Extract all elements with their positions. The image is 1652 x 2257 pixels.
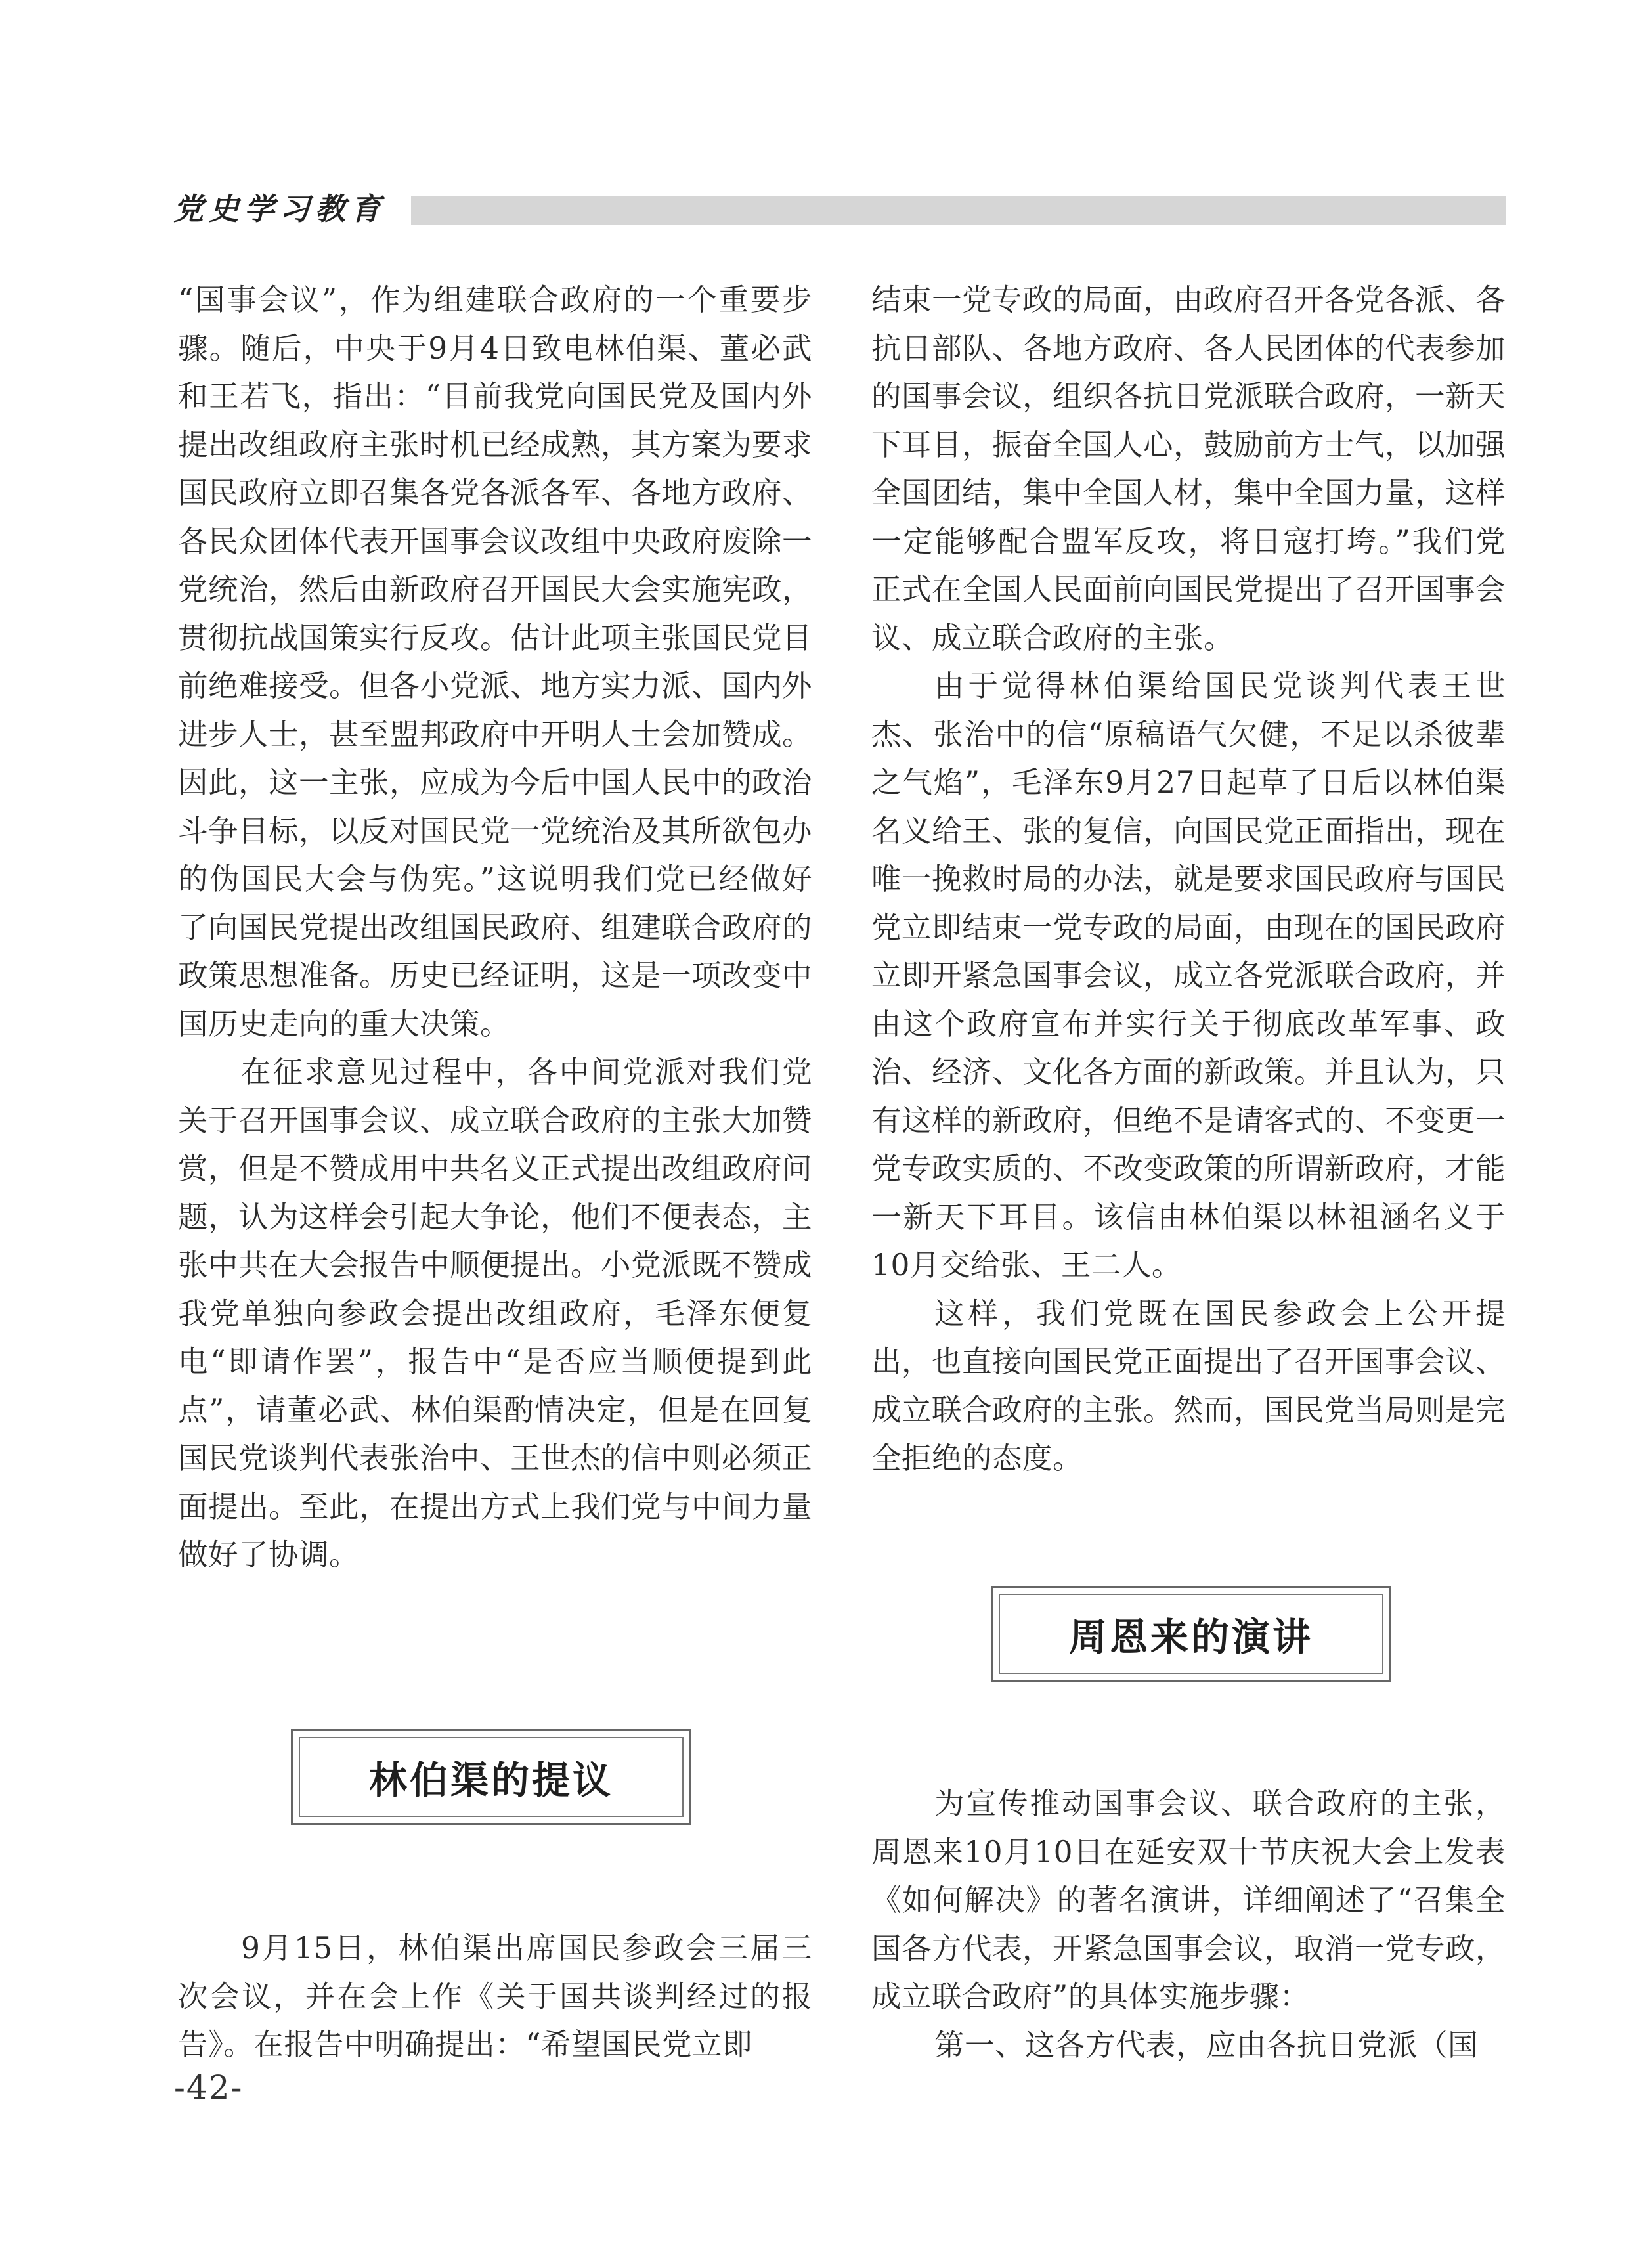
section-heading-box-left [291, 1729, 691, 1825]
right-paragraph-4: 为宣传推动国事会议、联合政府的主张，周恩来10月10日在延安双十节庆祝大会上发表《如何解决》的著名演讲，详细阐述了“召集全国各方代表，开紧急国事会议，取消一党专政，成立联合政府”的具体实施步骤： [871, 1786, 1506, 2014]
left-column-bottom [178, 1924, 812, 2069]
header-bar [411, 196, 1506, 225]
right-paragraph-5: 第一、这各方代表，应由各抗日党派（国 [934, 2027, 1479, 2063]
section-heading-box-right [991, 1586, 1391, 1682]
right-column-top [871, 276, 1506, 1483]
right-paragraph-3: 这样，我们党既在国民参政会上公开提出，也直接向国民党正面提出了召开国事会议、成立联合政府的主张。然而，国民党当局则是完全拒绝的态度。 [871, 1296, 1506, 1476]
running-header [173, 189, 1506, 230]
left-paragraph-2: 在征求意见过程中，各中间党派对我们党关于召开国事会议、成立联合政府的主张大加赞赏，但是不赞成用中共名义正式提出改组政府问题，认为这样会引起大争论，他们不便表态，主张中共在大会报告中顺便提出。小党派既不赞成我党单独向参政会提出改组政府，毛泽东便复电“即请作罢”，报告中“是否应当顺便提到此点”，请董必武、林伯渠酌情决定，但是在回复国民党谈判代表张治中、王世杰的信中则必须正面提出。至此，在提出方式上我们党与中间力量做好了协调。 [178, 1055, 813, 1572]
section-heading: 林伯渠的提议 [368, 1758, 613, 1803]
left-column-top [178, 276, 812, 1579]
section-title: 党史学习教育 [173, 191, 386, 227]
right-column-bottom [871, 1780, 1506, 2069]
right-paragraph-1: 结束一党专政的局面，由政府召开各党各派、各抗日部队、各地方政府、各人民团体的代表参加的国事会议，组织各抗日党派联合政府，一新天下耳目，振奋全国人心，鼓励前方士气，以加强全国团结，集中全国人材，集中全国力量，这样一定能够配合盟军反攻，将日寇打垮。”我们党正式在全国人民面前向国民党提出了召开国事会议、成立联合政府的主张。 [871, 282, 1506, 655]
left-paragraph-1: “国事会议”，作为组建联合政府的一个重要步骤。随后，中央于9月4日致电林伯渠、董必武和王若飞，指出：“目前我党向国民党及国内外提出改组政府主张时机已经成熟，其方案为要求国民政府立即召集各党各派各军、各地方政府、各民众团体代表开国事会议改组中央政府废除一党统治，然后由新政府召开国民大会实施宪政，贯彻抗战国策实行反攻。估计此项主张国民党目前绝难接受。但各小党派、地方实力派、国内外进步人士，甚至盟邦政府中开明人士会加赞成。因此，这一主张，应成为今后中国人民中的政治斗争目标，以反对国民党一党统治及其所欲包办的伪国民大会与伪宪。”这说明我们党已经做好了向国民党提出改组国民政府、组建联合政府的政策思想准备。历史已经证明，这是一项改变中国历史走向的重大决策。 [178, 282, 813, 1041]
page-number: -42- [174, 2069, 244, 2107]
section-heading: 周恩来的演讲 [1068, 1615, 1313, 1659]
right-paragraph-2: 由于觉得林伯渠给国民党谈判代表王世杰、张治中的信“原稿语气欠健，不足以杀彼辈之气焰”，毛泽东9月27日起草了日后以林伯渠名义给王、张的复信，向国民党正面指出，现在唯一挽救时局的办法，就是要求国民政府与国民党立即结束一党专政的局面，由现在的国民政府立即开紧急国事会议，成立各党派联合政府，并由这个政府宣布并实行关于彻底改革军事、政治、经济、文化各方面的新政策。并且认为，只有这样的新政府，但绝不是请客式的、不变更一党专政实质的、不改变政策的所谓新政府，才能一新天下耳目。该信由林伯渠以林祖涵名义于10月交给张、王二人。 [871, 668, 1506, 1282]
left-paragraph-3: 9月15日，林伯渠出席国民参政会三届三次会议，并在会上作《关于国共谈判经过的报告》。在报告中明确提出：“希望国民党立即 [178, 1931, 812, 2062]
